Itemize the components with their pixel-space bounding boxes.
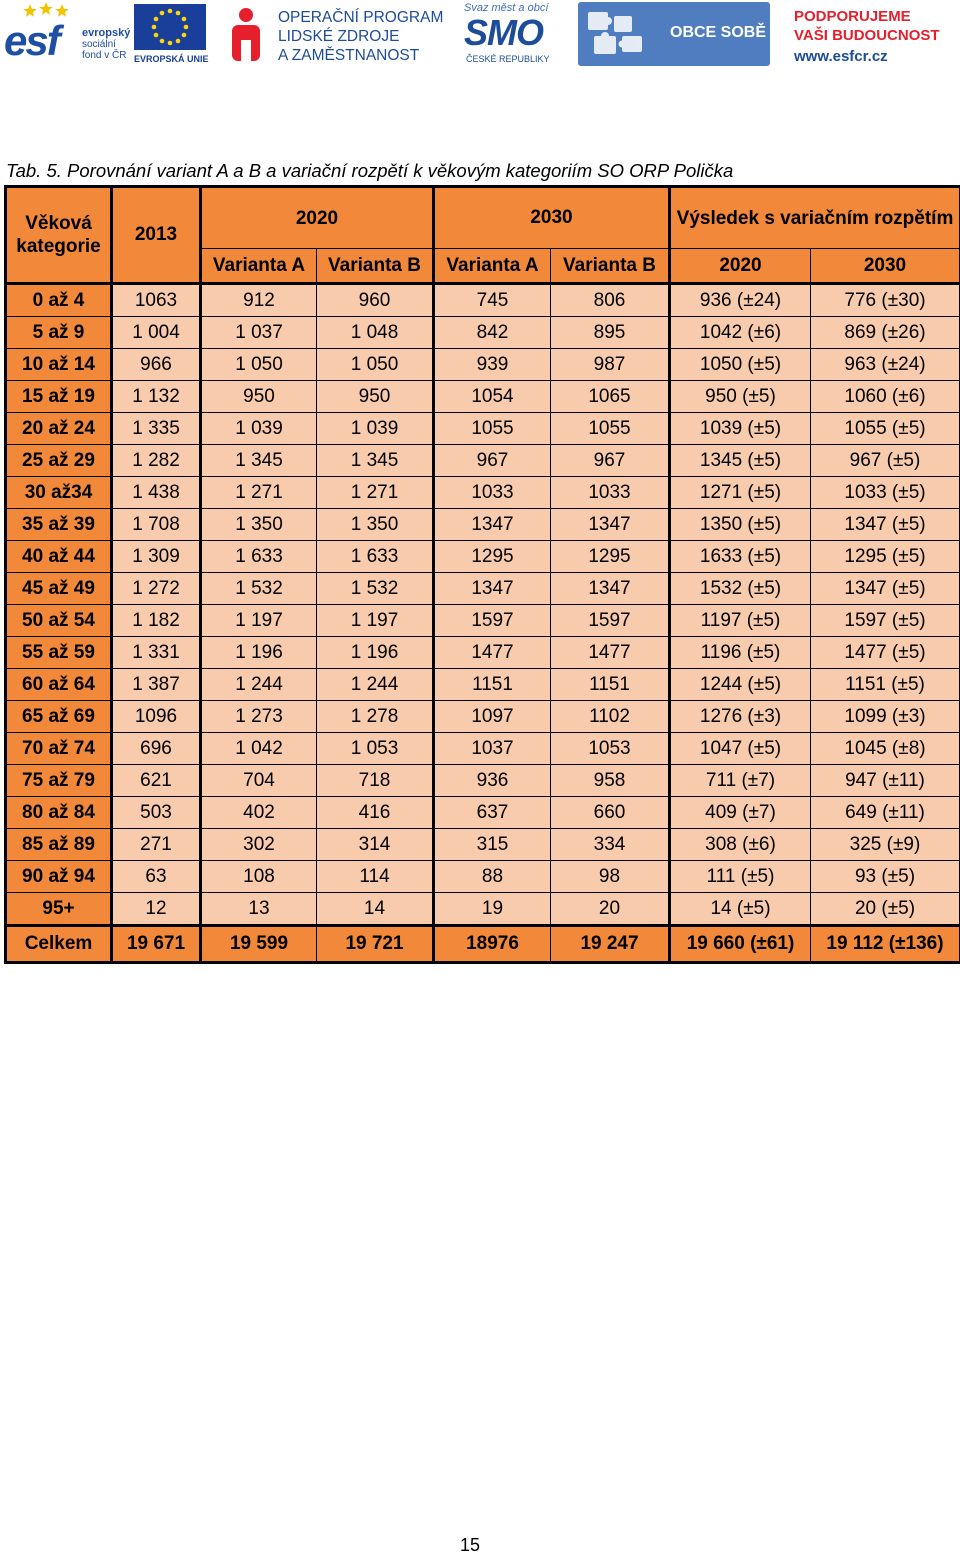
value-2020-a-cell: 1 271 <box>201 477 317 509</box>
age-category-cell: 40 až 44 <box>6 541 112 573</box>
smo-wordmark: SMO <box>464 12 544 53</box>
value-2020-b-cell: 1 244 <box>317 669 434 701</box>
total-value-2020-b-cell: 19 721 <box>317 926 434 963</box>
value-2030-a-cell: 1295 <box>434 541 551 573</box>
table-row <box>6 829 960 861</box>
result-2020-cell: 111 (±5) <box>670 861 811 893</box>
total-row <box>6 926 960 963</box>
value-2020-b-cell: 950 <box>317 381 434 413</box>
value-2013-cell: 1063 <box>112 284 201 317</box>
table-row <box>6 701 960 733</box>
op-line-2: LIDSKÉ ZDROJE <box>278 28 400 45</box>
value-2020-a-cell: 950 <box>201 381 317 413</box>
puzzle-icon <box>582 6 662 62</box>
value-2020-b-cell: 1 197 <box>317 605 434 637</box>
total-result-2030-cell: 19 112 (±136) <box>811 926 960 963</box>
value-2013-cell: 63 <box>112 861 201 893</box>
value-2013-cell: 1096 <box>112 701 201 733</box>
value-2030-b-cell: 806 <box>551 284 670 317</box>
value-2020-b-cell: 1 345 <box>317 445 434 477</box>
value-2030-b-cell: 1053 <box>551 733 670 765</box>
value-2013-cell: 1 282 <box>112 445 201 477</box>
page-number: 15 <box>459 1535 481 1555</box>
value-2020-a-cell: 1 633 <box>201 541 317 573</box>
logo-strip <box>0 0 960 72</box>
value-2020-b-cell: 1 048 <box>317 317 434 349</box>
result-2030-cell: 1347 (±5) <box>811 573 960 605</box>
value-2013-cell: 966 <box>112 349 201 381</box>
table-row <box>6 605 960 637</box>
value-2030-a-cell: 1033 <box>434 477 551 509</box>
value-2030-a-cell: 1055 <box>434 413 551 445</box>
age-category-cell: 70 až 74 <box>6 733 112 765</box>
esfcr-line-1: PODPORUJEME <box>794 8 911 25</box>
result-2020-cell: 1244 (±5) <box>670 669 811 701</box>
header-2030-variant-b: Varianta B <box>551 249 670 284</box>
value-2013-cell: 1 387 <box>112 669 201 701</box>
table-row <box>6 317 960 349</box>
value-2020-b-cell: 1 350 <box>317 509 434 541</box>
esf-logo <box>2 2 130 66</box>
value-2030-a-cell: 1151 <box>434 669 551 701</box>
person-icon <box>226 6 266 64</box>
value-2020-b-cell: 718 <box>317 765 434 797</box>
header-2013: 2013 <box>112 187 201 284</box>
result-2020-cell: 1345 (±5) <box>670 445 811 477</box>
value-2030-b-cell: 1295 <box>551 541 670 573</box>
smo-logo <box>460 2 560 66</box>
result-2020-cell: 711 (±7) <box>670 765 811 797</box>
table-row <box>6 893 960 926</box>
value-2030-a-cell: 1597 <box>434 605 551 637</box>
header-2020-variant-b: Varianta B <box>317 249 434 284</box>
table-row <box>6 573 960 605</box>
age-category-cell: 5 až 9 <box>6 317 112 349</box>
value-2030-b-cell: 895 <box>551 317 670 349</box>
value-2030-b-cell: 1151 <box>551 669 670 701</box>
value-2013-cell: 1 708 <box>112 509 201 541</box>
value-2020-b-cell: 416 <box>317 797 434 829</box>
value-2020-a-cell: 1 532 <box>201 573 317 605</box>
result-2030-cell: 93 (±5) <box>811 861 960 893</box>
value-2030-a-cell: 936 <box>434 765 551 797</box>
age-category-cell: 20 až 24 <box>6 413 112 445</box>
value-2013-cell: 1 331 <box>112 637 201 669</box>
value-2013-cell: 1 272 <box>112 573 201 605</box>
header-2020-variant-a: Varianta A <box>201 249 317 284</box>
value-2030-b-cell: 1347 <box>551 509 670 541</box>
value-2020-a-cell: 1 050 <box>201 349 317 381</box>
value-2020-b-cell: 14 <box>317 893 434 926</box>
age-category-cell: 55 až 59 <box>6 637 112 669</box>
value-2030-b-cell: 958 <box>551 765 670 797</box>
value-2030-a-cell: 88 <box>434 861 551 893</box>
result-2030-cell: 1151 (±5) <box>811 669 960 701</box>
value-2030-a-cell: 745 <box>434 284 551 317</box>
value-2020-a-cell: 1 197 <box>201 605 317 637</box>
value-2020-b-cell: 1 196 <box>317 637 434 669</box>
table-row <box>6 509 960 541</box>
total-value-2020-a-cell: 19 599 <box>201 926 317 963</box>
value-2020-a-cell: 1 273 <box>201 701 317 733</box>
age-category-cell: 45 až 49 <box>6 573 112 605</box>
value-2030-b-cell: 1033 <box>551 477 670 509</box>
result-2030-cell: 869 (±26) <box>811 317 960 349</box>
obce-label: OBCE SOBĚ <box>670 24 767 41</box>
value-2020-a-cell: 302 <box>201 829 317 861</box>
value-2020-a-cell: 912 <box>201 284 317 317</box>
result-2030-cell: 1477 (±5) <box>811 637 960 669</box>
result-2030-cell: 1060 (±6) <box>811 381 960 413</box>
value-2020-b-cell: 114 <box>317 861 434 893</box>
value-2013-cell: 696 <box>112 733 201 765</box>
result-2020-cell: 1633 (±5) <box>670 541 811 573</box>
esfcr-line-2: VAŠI BUDOUCNOST <box>794 27 940 44</box>
header-2030: 2030 <box>434 187 670 249</box>
value-2020-b-cell: 1 050 <box>317 349 434 381</box>
result-2030-cell: 947 (±11) <box>811 765 960 797</box>
result-2020-cell: 950 (±5) <box>670 381 811 413</box>
op-line-1: OPERAČNÍ PROGRAM <box>278 9 444 26</box>
value-2030-a-cell: 939 <box>434 349 551 381</box>
table-row <box>6 637 960 669</box>
table-row <box>6 861 960 893</box>
result-2030-cell: 649 (±11) <box>811 797 960 829</box>
value-2030-b-cell: 334 <box>551 829 670 861</box>
stars-icon <box>22 2 72 20</box>
op-title <box>278 8 443 65</box>
value-2030-b-cell: 1102 <box>551 701 670 733</box>
result-2020-cell: 1050 (±5) <box>670 349 811 381</box>
value-2020-b-cell: 1 039 <box>317 413 434 445</box>
age-category-cell: 60 až 64 <box>6 669 112 701</box>
smo-top-text: Svaz měst a obcí <box>464 2 549 14</box>
value-2030-a-cell: 1054 <box>434 381 551 413</box>
value-2030-a-cell: 842 <box>434 317 551 349</box>
value-2030-a-cell: 1037 <box>434 733 551 765</box>
value-2013-cell: 503 <box>112 797 201 829</box>
value-2020-a-cell: 1 039 <box>201 413 317 445</box>
age-category-cell: 0 až 4 <box>6 284 112 317</box>
total-result-2020-cell: 19 660 (±61) <box>670 926 811 963</box>
value-2013-cell: 12 <box>112 893 201 926</box>
age-category-cell: 80 až 84 <box>6 797 112 829</box>
value-2030-b-cell: 987 <box>551 349 670 381</box>
age-category-cell: 90 až 94 <box>6 861 112 893</box>
header-2020: 2020 <box>201 187 434 249</box>
table-row <box>6 445 960 477</box>
esf-line-1: evropský <box>82 27 130 39</box>
value-2030-b-cell: 1597 <box>551 605 670 637</box>
value-2020-a-cell: 1 037 <box>201 317 317 349</box>
result-2030-cell: 325 (±9) <box>811 829 960 861</box>
eu-logo <box>134 2 210 66</box>
result-2020-cell: 1271 (±5) <box>670 477 811 509</box>
result-2020-cell: 409 (±7) <box>670 797 811 829</box>
value-2020-a-cell: 402 <box>201 797 317 829</box>
value-2030-b-cell: 1065 <box>551 381 670 413</box>
op-line-3: A ZAMĚSTNANOST <box>278 47 420 64</box>
value-2020-b-cell: 1 633 <box>317 541 434 573</box>
op-logo <box>226 2 448 66</box>
value-2013-cell: 1 438 <box>112 477 201 509</box>
value-2020-a-cell: 1 196 <box>201 637 317 669</box>
result-2020-cell: 1042 (±6) <box>670 317 811 349</box>
value-2020-a-cell: 1 350 <box>201 509 317 541</box>
esf-wordmark: esf <box>4 17 59 64</box>
value-2013-cell: 1 004 <box>112 317 201 349</box>
eu-flag-icon <box>134 4 206 50</box>
table-row <box>6 381 960 413</box>
age-category-cell: 30 až34 <box>6 477 112 509</box>
result-2020-cell: 308 (±6) <box>670 829 811 861</box>
value-2013-cell: 271 <box>112 829 201 861</box>
header-result: Výsledek s variačním rozpětím <box>670 187 960 249</box>
age-category-cell: 85 až 89 <box>6 829 112 861</box>
age-category-cell: 10 až 14 <box>6 349 112 381</box>
result-2020-cell: 14 (±5) <box>670 893 811 926</box>
result-2030-cell: 20 (±5) <box>811 893 960 926</box>
value-2013-cell: 1 335 <box>112 413 201 445</box>
result-2020-cell: 1532 (±5) <box>670 573 811 605</box>
total-value-2030-a-cell: 18976 <box>434 926 551 963</box>
value-2020-a-cell: 1 244 <box>201 669 317 701</box>
value-2020-b-cell: 1 278 <box>317 701 434 733</box>
value-2020-a-cell: 108 <box>201 861 317 893</box>
value-2020-b-cell: 314 <box>317 829 434 861</box>
result-2020-cell: 1196 (±5) <box>670 637 811 669</box>
value-2020-b-cell: 960 <box>317 284 434 317</box>
age-category-cell: 75 až 79 <box>6 765 112 797</box>
value-2030-b-cell: 20 <box>551 893 670 926</box>
result-2020-cell: 1276 (±3) <box>670 701 811 733</box>
value-2030-a-cell: 1097 <box>434 701 551 733</box>
value-2020-b-cell: 1 271 <box>317 477 434 509</box>
esfcr-logo <box>790 2 956 66</box>
esf-subtitle <box>82 28 130 61</box>
result-2030-cell: 1045 (±8) <box>811 733 960 765</box>
header-result-2020: 2020 <box>670 249 811 284</box>
value-2020-b-cell: 1 532 <box>317 573 434 605</box>
age-category-cell: 15 až 19 <box>6 381 112 413</box>
result-2030-cell: 1099 (±3) <box>811 701 960 733</box>
result-2020-cell: 1039 (±5) <box>670 413 811 445</box>
result-2030-cell: 1347 (±5) <box>811 509 960 541</box>
age-category-cell: 65 až 69 <box>6 701 112 733</box>
value-2030-b-cell: 1477 <box>551 637 670 669</box>
table-row <box>6 765 960 797</box>
result-2020-cell: 1350 (±5) <box>670 509 811 541</box>
value-2030-b-cell: 98 <box>551 861 670 893</box>
value-2030-a-cell: 967 <box>434 445 551 477</box>
total-value-2030-b-cell: 19 247 <box>551 926 670 963</box>
value-2013-cell: 621 <box>112 765 201 797</box>
esfcr-url: www.esfcr.cz <box>794 48 888 65</box>
table-row <box>6 669 960 701</box>
esf-line-3: fond v ČR <box>82 50 127 61</box>
table-row <box>6 349 960 381</box>
result-2020-cell: 1047 (±5) <box>670 733 811 765</box>
value-2030-b-cell: 660 <box>551 797 670 829</box>
value-2030-b-cell: 1347 <box>551 573 670 605</box>
table-row <box>6 413 960 445</box>
table-row <box>6 541 960 573</box>
table-caption: Tab. 5. Porovnání variant A a B a variační rozpětí k věkovým kategoriím SO ORP Polička <box>6 160 734 181</box>
header-2030-variant-a: Varianta A <box>434 249 551 284</box>
age-category-cell: 95+ <box>6 893 112 926</box>
value-2020-a-cell: 1 345 <box>201 445 317 477</box>
eu-label: EVROPSKÁ UNIE <box>134 54 209 64</box>
age-category-cell: 50 až 54 <box>6 605 112 637</box>
smo-bottom-text: ČESKÉ REPUBLIKY <box>466 54 550 64</box>
value-2030-a-cell: 1347 <box>434 573 551 605</box>
total-value-2013-cell: 19 671 <box>112 926 201 963</box>
value-2030-b-cell: 1055 <box>551 413 670 445</box>
table-row <box>6 733 960 765</box>
value-2030-a-cell: 1477 <box>434 637 551 669</box>
result-2030-cell: 1295 (±5) <box>811 541 960 573</box>
result-2030-cell: 1597 (±5) <box>811 605 960 637</box>
value-2030-a-cell: 19 <box>434 893 551 926</box>
value-2030-a-cell: 1347 <box>434 509 551 541</box>
value-2020-a-cell: 704 <box>201 765 317 797</box>
value-2013-cell: 1 309 <box>112 541 201 573</box>
table-row <box>6 477 960 509</box>
esf-line-2: sociální <box>82 39 116 50</box>
value-2020-a-cell: 13 <box>201 893 317 926</box>
table-body <box>6 284 960 963</box>
table-row <box>6 797 960 829</box>
age-category-cell: 35 až 39 <box>6 509 112 541</box>
header-age-category: Věková kategorie <box>6 187 112 284</box>
value-2030-b-cell: 967 <box>551 445 670 477</box>
value-2030-a-cell: 315 <box>434 829 551 861</box>
result-2030-cell: 967 (±5) <box>811 445 960 477</box>
table-row <box>6 284 960 317</box>
population-table <box>4 185 960 964</box>
header-result-2030: 2030 <box>811 249 960 284</box>
value-2013-cell: 1 182 <box>112 605 201 637</box>
obce-sobe-logo <box>578 2 770 66</box>
total-age-category-cell: Celkem <box>6 926 112 963</box>
result-2020-cell: 936 (±24) <box>670 284 811 317</box>
result-2030-cell: 1033 (±5) <box>811 477 960 509</box>
value-2030-a-cell: 637 <box>434 797 551 829</box>
value-2020-b-cell: 1 053 <box>317 733 434 765</box>
result-2030-cell: 776 (±30) <box>811 284 960 317</box>
age-category-cell: 25 až 29 <box>6 445 112 477</box>
result-2020-cell: 1197 (±5) <box>670 605 811 637</box>
value-2013-cell: 1 132 <box>112 381 201 413</box>
value-2020-a-cell: 1 042 <box>201 733 317 765</box>
result-2030-cell: 1055 (±5) <box>811 413 960 445</box>
result-2030-cell: 963 (±24) <box>811 349 960 381</box>
